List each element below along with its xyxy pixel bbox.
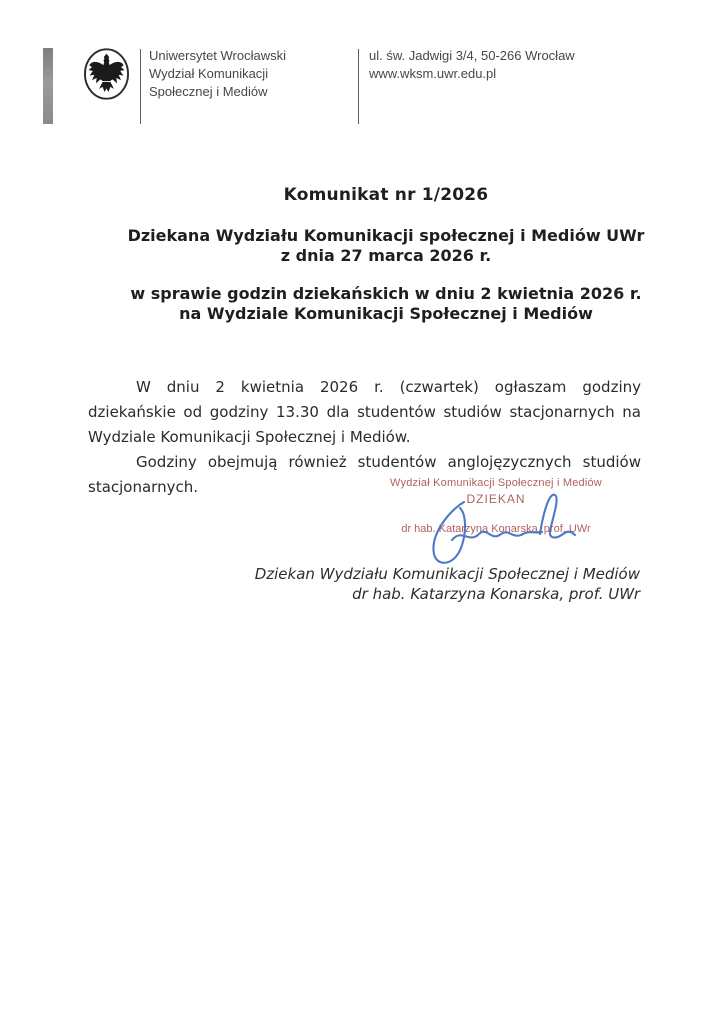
org-line: Społecznej i Mediów xyxy=(149,84,268,99)
title-block xyxy=(96,185,676,324)
header-divider-left xyxy=(140,49,141,124)
address-line: ul. św. Jadwigi 3/4, 50-266 Wrocław xyxy=(369,48,575,63)
title-subject-line2: na Wydziale Komunikacji Społecznej i Mediów xyxy=(179,304,593,323)
signer-block xyxy=(80,565,640,604)
org-line: Uniwersytet Wrocławski xyxy=(149,48,287,63)
body-paragraph-1: W dniu 2 kwietnia 2026 r. (czwartek) ogłaszam godziny dziekańskie od godziny 13.30 dla studentów studiów stacjonarnych na Wydziale Komunikacji Społecznej i Mediów. xyxy=(88,378,641,446)
header-divider-right xyxy=(358,49,359,124)
org-line: Wydział Komunikacji xyxy=(149,66,269,81)
title-date: z dnia 27 marca 2026 r. xyxy=(280,246,492,265)
university-name-block xyxy=(149,47,286,101)
dean-stamp xyxy=(368,477,624,535)
title-subject-line1: w sprawie godzin dziekańskich w dniu 2 kwietnia 2026 r. xyxy=(130,284,642,303)
stamp-role-line: DZIEKAN xyxy=(466,492,526,506)
body-paragraph-2: Godziny obejmują również studentów anglojęzycznych studiów stacjonarnych. xyxy=(88,453,641,496)
website-line: www.wksm.uwr.edu.pl xyxy=(369,66,497,81)
header-accent-bar xyxy=(43,48,53,124)
stamp-faculty-line: Wydział Komunikacji Społecznej i Mediów xyxy=(390,477,602,489)
eagle-emblem-icon xyxy=(83,47,130,101)
signer-title-line: Dziekan Wydziału Komunikacji Społecznej i Mediów xyxy=(254,565,640,583)
title-issuer: Dziekana Wydziału Komunikacji społecznej i Mediów UWr xyxy=(127,226,645,245)
university-eagle-logo xyxy=(83,47,130,101)
stamp-name-line: dr hab. Katarzyna Konarska, prof. UWr xyxy=(401,523,591,535)
signer-name-line: dr hab. Katarzyna Konarska, prof. UWr xyxy=(352,584,640,603)
communique-title: Komunikat nr 1/2026 xyxy=(283,185,489,205)
address-block xyxy=(369,47,575,83)
